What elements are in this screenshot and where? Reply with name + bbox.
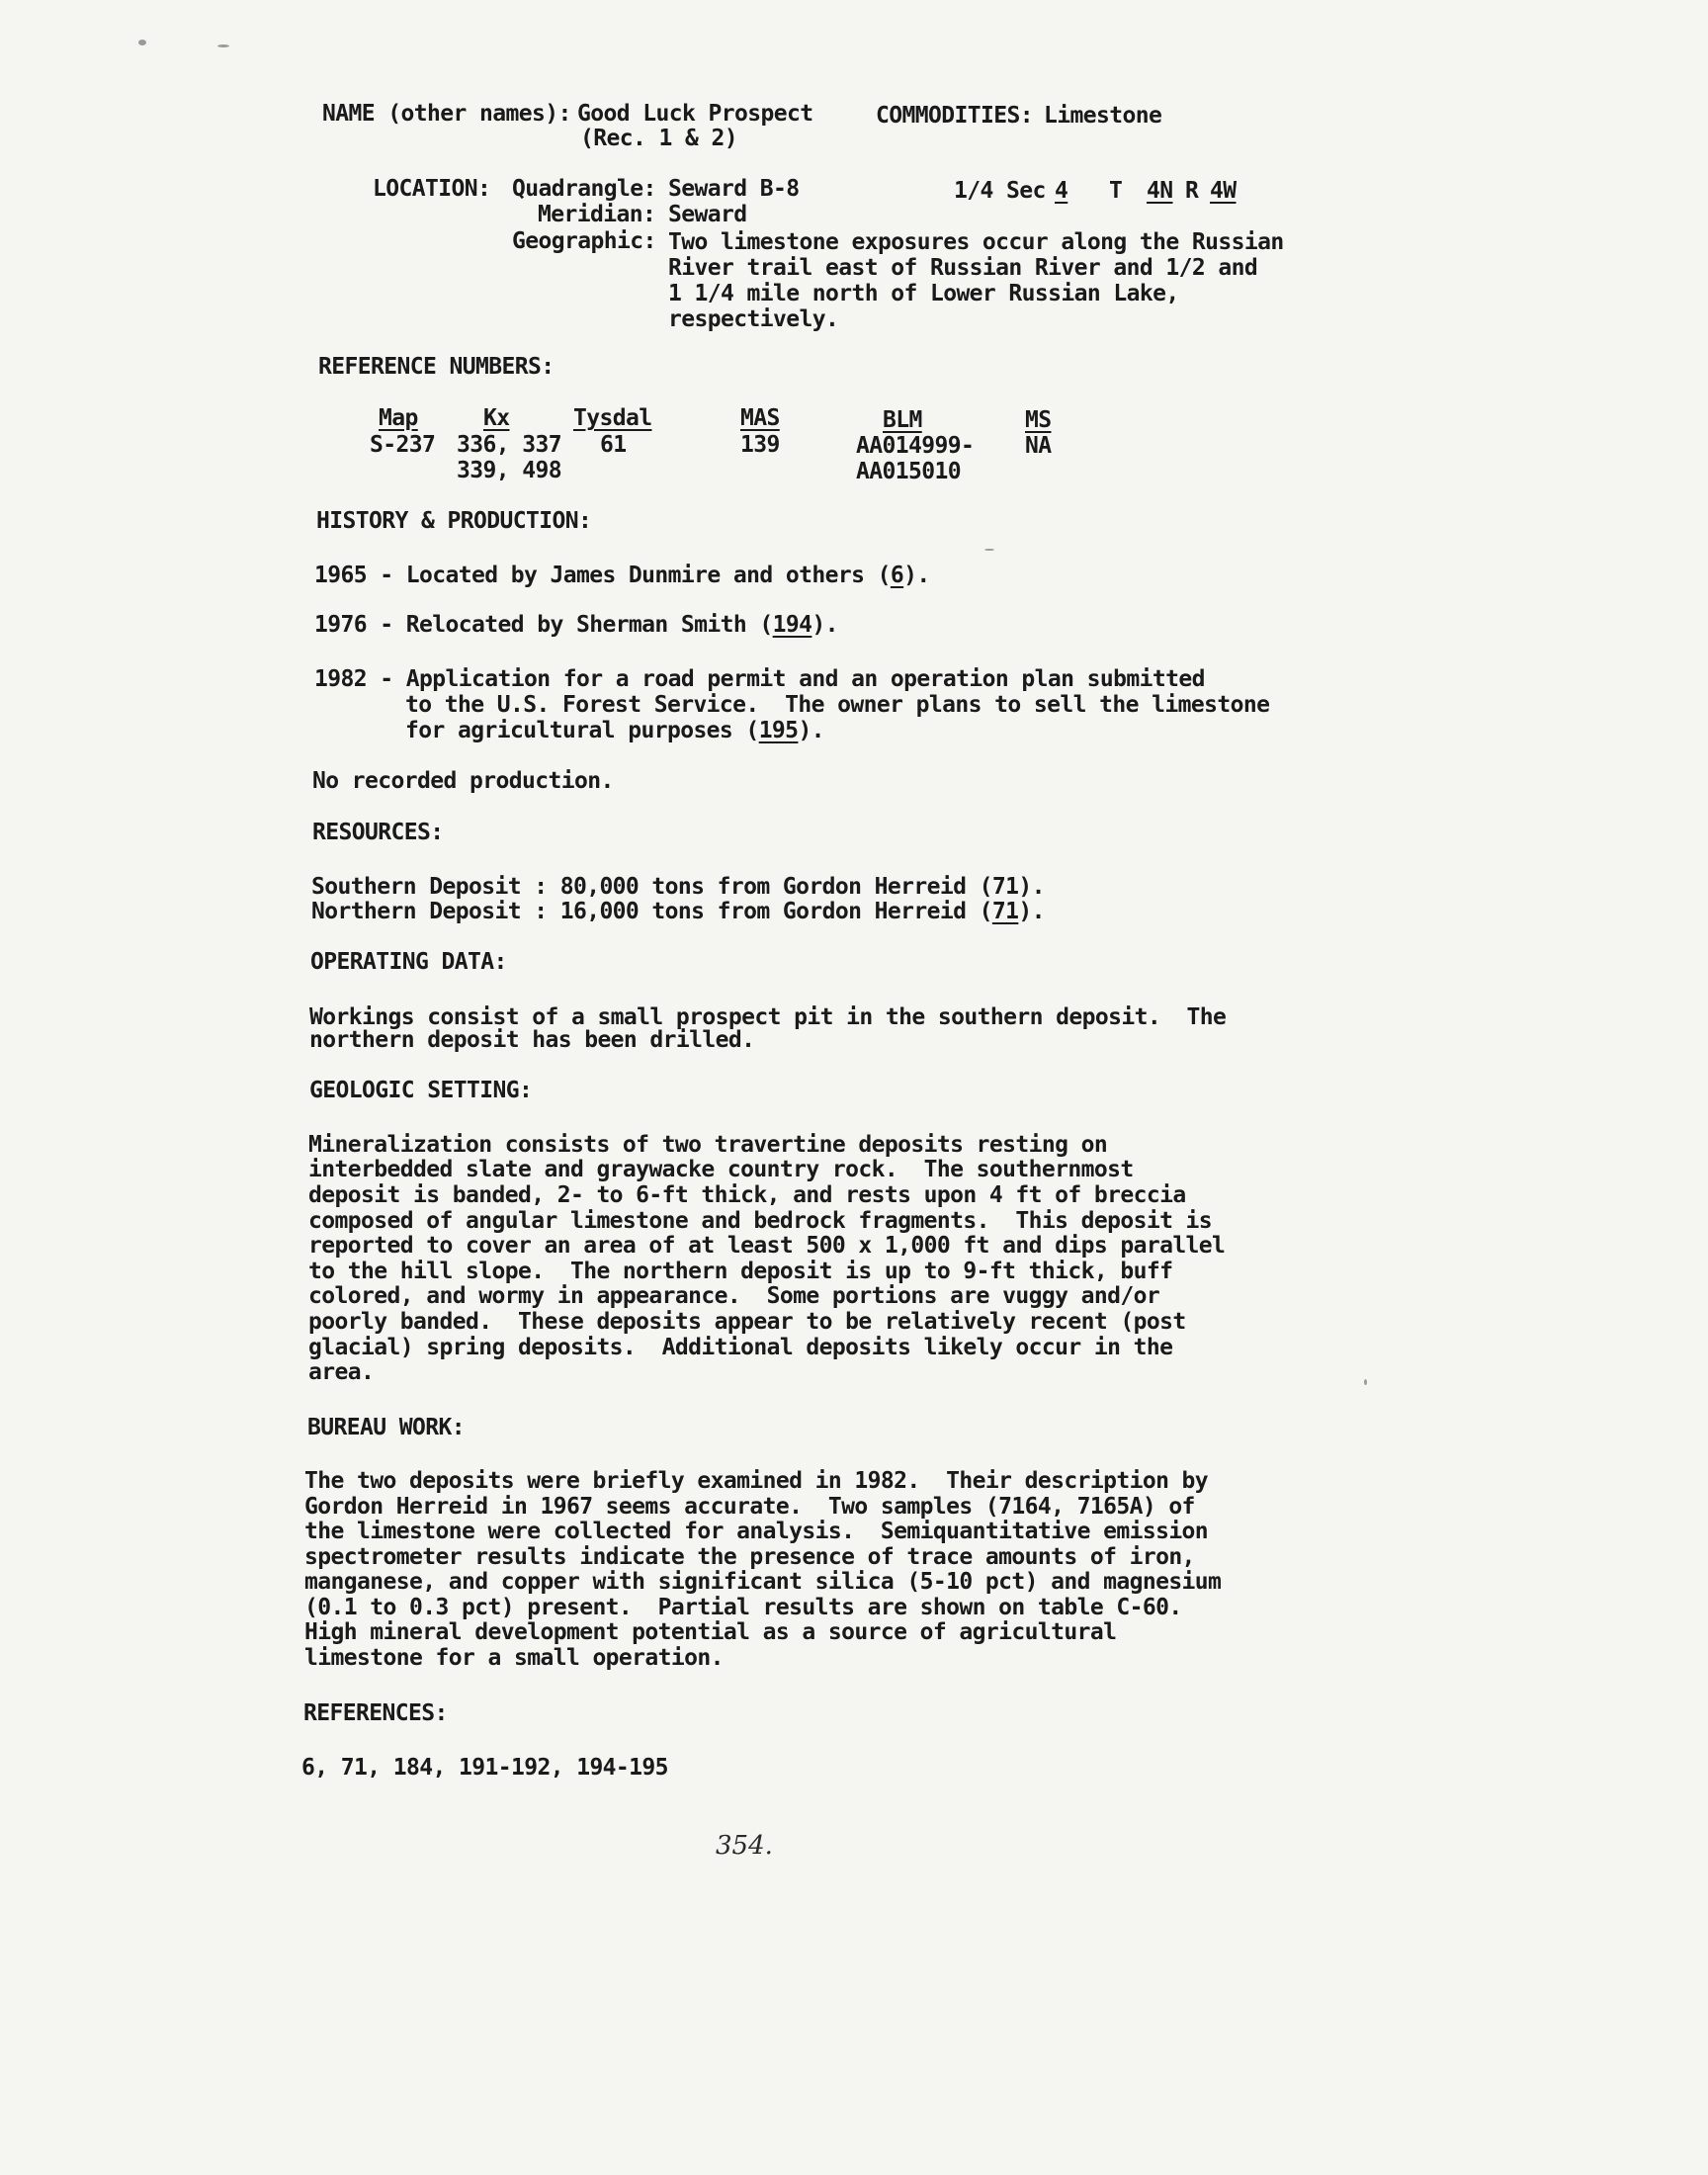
section-number: 4 [1055, 178, 1068, 204]
geologic-line: reported to cover an area of at least 500 x 1,000 ft and dips parallel [308, 1233, 1226, 1259]
scan-speck [138, 40, 146, 45]
ref-col-header-mas: MAS [740, 405, 780, 431]
ref-col-header-blm: BLM [883, 407, 922, 433]
bureau-line: (0.1 to 0.3 pct) present. Partial results are shown on table C-60. [304, 1595, 1182, 1620]
geologic-line: glacial) spring deposits. Additional deposits likely occur in the [308, 1335, 1173, 1360]
geographic-line: Two limestone exposures occur along the Russian [668, 229, 1284, 255]
bureau-line: limestone for a small operation. [304, 1645, 724, 1671]
reference-numbers-heading: REFERENCE NUMBERS: [318, 354, 555, 380]
name-label: NAME (other names): [322, 101, 571, 127]
operating-line: Workings consist of a small prospect pit in the southern deposit. The [309, 1004, 1227, 1030]
commodities-value: Limestone [1044, 103, 1162, 129]
bureau-line: Gordon Herreid in 1967 seems accurate. Two samples (7164, 7165A) of [304, 1494, 1195, 1520]
geologic-line: Mineralization consists of two travertine deposits resting on [308, 1132, 1108, 1158]
geographic-label: Geographic: [512, 228, 656, 254]
ref-mas-value: 139 [740, 432, 780, 458]
references-list: 6, 71, 184, 191-192, 194-195 [301, 1755, 668, 1781]
township-label: T [1109, 178, 1123, 204]
geologic-line: composed of angular limestone and bedrock fragments. This deposit is [308, 1208, 1213, 1234]
ref-kx-value: 339, 498 [457, 458, 561, 483]
scan-speck [217, 44, 229, 47]
geographic-line: respectively. [668, 306, 839, 332]
ref-col-header-map: Map [379, 405, 418, 431]
bureau-line: High mineral development potential as a source of agricultural [304, 1619, 1117, 1645]
production-note: No recorded production. [312, 768, 614, 794]
commodities-label: COMMODITIES: [876, 103, 1033, 129]
history-entry-1982-line: to the U.S. Forest Service. The owner plans to sell the limestone [405, 692, 1270, 718]
history-entry-1982: 1982 - Application for a road permit and an operation plan submitted [314, 666, 1205, 692]
bureau-heading: BUREAU WORK: [307, 1415, 465, 1440]
range-value: 4W [1210, 178, 1237, 204]
range-label: R [1185, 178, 1199, 204]
geographic-line: 1 1/4 mile north of Lower Russian Lake, [668, 281, 1179, 306]
quadrangle-label: Quadrangle: [512, 176, 656, 202]
history-entry-1965: 1965 - Located by James Dunmire and others (6). [314, 563, 930, 588]
ref-col-header-tysdal: Tysdal [573, 405, 652, 431]
history-entry-1982-line: for agricultural purposes (195). [405, 718, 824, 743]
references-heading: REFERENCES: [303, 1700, 448, 1726]
geologic-line: deposit is banded, 2- to 6-ft thick, and rests upon 4 ft of breccia [308, 1182, 1186, 1208]
bureau-line: The two deposits were briefly examined in 1982. Their description by [304, 1468, 1209, 1494]
ref-blm-value: AA014999- [856, 433, 975, 459]
page-number: 354. [716, 1831, 773, 1861]
bureau-line: the limestone were collected for analysis. Semiquantitative emission [304, 1519, 1209, 1544]
operating-line: northern deposit has been drilled. [309, 1027, 755, 1053]
bureau-line: manganese, and copper with significant silica (5-10 pct) and magnesium [304, 1569, 1222, 1595]
resource-southern: Southern Deposit : 80,000 tons from Gordon Herreid (71). [311, 874, 1045, 900]
quadrangle-value: Seward B-8 [668, 176, 800, 202]
ref-kx-value: 336, 337 [457, 432, 561, 458]
meridian-value: Seward [668, 202, 747, 227]
geographic-line: River trail east of Russian River and 1/2 and [668, 255, 1258, 281]
geologic-line: interbedded slate and graywacke country rock. The southernmost [308, 1157, 1134, 1182]
geologic-line: poorly banded. These deposits appear to be relatively recent (post [308, 1309, 1186, 1335]
geologic-line: to the hill slope. The northern deposit is up to 9-ft thick, buff [308, 1259, 1173, 1284]
resources-heading: RESOURCES: [312, 820, 444, 845]
geologic-line: colored, and wormy in appearance. Some portions are vuggy and/or [308, 1283, 1160, 1309]
history-entry-1976: 1976 - Relocated by Sherman Smith (194). [314, 612, 838, 638]
scan-speck [984, 549, 994, 551]
geologic-line: area. [308, 1359, 375, 1385]
geologic-heading: GEOLOGIC SETTING: [309, 1078, 533, 1103]
township-value: 4N [1147, 178, 1173, 204]
ref-tysdal-value: 61 [600, 432, 627, 458]
ref-ms-value: NA [1025, 433, 1052, 459]
bureau-line: spectrometer results indicate the presence of trace amounts of iron, [304, 1544, 1195, 1570]
meridian-label: Meridian: [538, 202, 656, 227]
name-sub: (Rec. 1 & 2) [580, 126, 737, 151]
operating-heading: OPERATING DATA: [310, 949, 507, 975]
ref-col-header-ms: MS [1025, 407, 1052, 433]
name-value: Good Luck Prospect [577, 101, 813, 127]
ref-blm-value: AA015010 [856, 459, 961, 484]
resource-northern: Northern Deposit : 16,000 tons from Gordon Herreid (71). [311, 899, 1045, 924]
ref-col-header-kx: Kx [483, 405, 510, 431]
history-heading: HISTORY & PRODUCTION: [316, 508, 592, 534]
ref-map-value: S-237 [370, 432, 436, 458]
location-label: LOCATION: [373, 176, 491, 202]
section-prefix: 1/4 Sec [954, 178, 1046, 204]
scan-speck [1364, 1379, 1367, 1385]
